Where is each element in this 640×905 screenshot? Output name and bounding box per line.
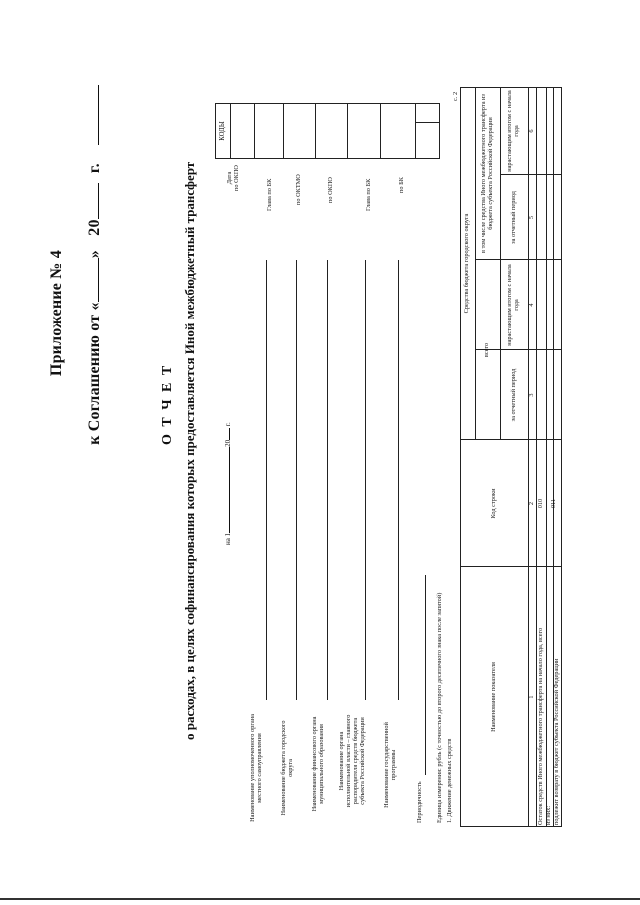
report-subtitle: о расходах, в целях софинансирования которых предоставляется Иной межбюджетный трансферт — [182, 161, 197, 740]
codes-box — [215, 103, 440, 159]
col-header-total-period: за отчетный период — [509, 368, 517, 422]
field-label-executive-body: Наименование органа исполнительной власти – главного распорядителя средств бюджета субъекта Российской Федерации — [338, 714, 367, 808]
code-label-date-okpo: Дата по ОКПО — [226, 165, 241, 191]
field-line-periodicity — [425, 575, 426, 775]
col-number: 5 — [527, 215, 535, 220]
page-edge-line — [0, 898, 640, 900]
col-header-code: Код строки — [489, 488, 497, 519]
appendix-title: Приложение № 4 — [48, 250, 65, 377]
field-label-finance-body: Наименование финансового органа муниципального образования — [311, 716, 326, 812]
field-label-budget: Наименование бюджета городского округа — [280, 720, 295, 816]
col-number: 6 — [527, 129, 535, 133]
code-label-bk: по БК — [398, 177, 405, 193]
table-row-code: 010 — [536, 498, 544, 509]
col-number: 3 — [527, 393, 535, 397]
report-date: на 120 г. — [224, 422, 232, 545]
col-number: 4 — [527, 303, 535, 307]
col-header-incl-cumulative: нарастающим итогом с начала года — [506, 90, 520, 172]
table-row-name: Остаток средств Иного межбюджетного трансферта на начало года, всего — [536, 627, 544, 825]
unit-of-measure: Единица измерения: рубль (с точностью до второго десятичного знака после запятой) — [436, 592, 443, 823]
table-row-code: 011 — [549, 498, 557, 509]
col-header-total-cumulative: нарастающим итогом с начала года — [506, 264, 520, 346]
col-number: 2 — [527, 501, 535, 506]
section-1-title: 1. Движение денежных средств — [446, 738, 453, 823]
field-label-program: Наименование государственной программы — [383, 722, 398, 808]
col-header-group: Средства бюджета городского округа — [463, 213, 471, 314]
field-line-budget — [296, 260, 297, 700]
agreement-line: к Соглашению от «» 20 г. — [86, 85, 104, 445]
field-label-periodicity: Периодичность — [416, 781, 423, 823]
col-header-incl-period: за отчетный период — [509, 191, 517, 244]
code-label-okpo: по ОКПО — [327, 177, 334, 203]
field-line-executive-body — [365, 260, 366, 700]
code-label-glava-1: Глава по БК — [266, 178, 273, 211]
col-header-name: Наименование показателя — [489, 662, 497, 732]
field-label-authority: Наименование уполномоченного органа местного самоуправления — [249, 714, 264, 822]
page-marker: с. 2 — [452, 91, 459, 101]
col-number: 1 — [527, 695, 535, 699]
field-line-program — [398, 260, 399, 700]
table-row-name: подлежит возврату в бюджет субъекта Российской Федерации — [553, 658, 561, 825]
report-title: О Т Ч Е Т — [160, 363, 175, 445]
code-label-glava-2: Глава по БК — [365, 178, 372, 211]
code-label-oktmo: по ОКТМО — [295, 174, 302, 205]
field-line-authority — [266, 260, 267, 700]
field-line-finance-body — [327, 260, 328, 700]
col-header-incl: в том числе средства Иного межбюджетного трансферта из бюджета субъекта Российской Федерации — [479, 94, 494, 253]
col-header-total: всего — [483, 342, 491, 358]
codes-header: КОДЫ — [215, 103, 231, 159]
table-row-name: из них: — [545, 805, 553, 825]
